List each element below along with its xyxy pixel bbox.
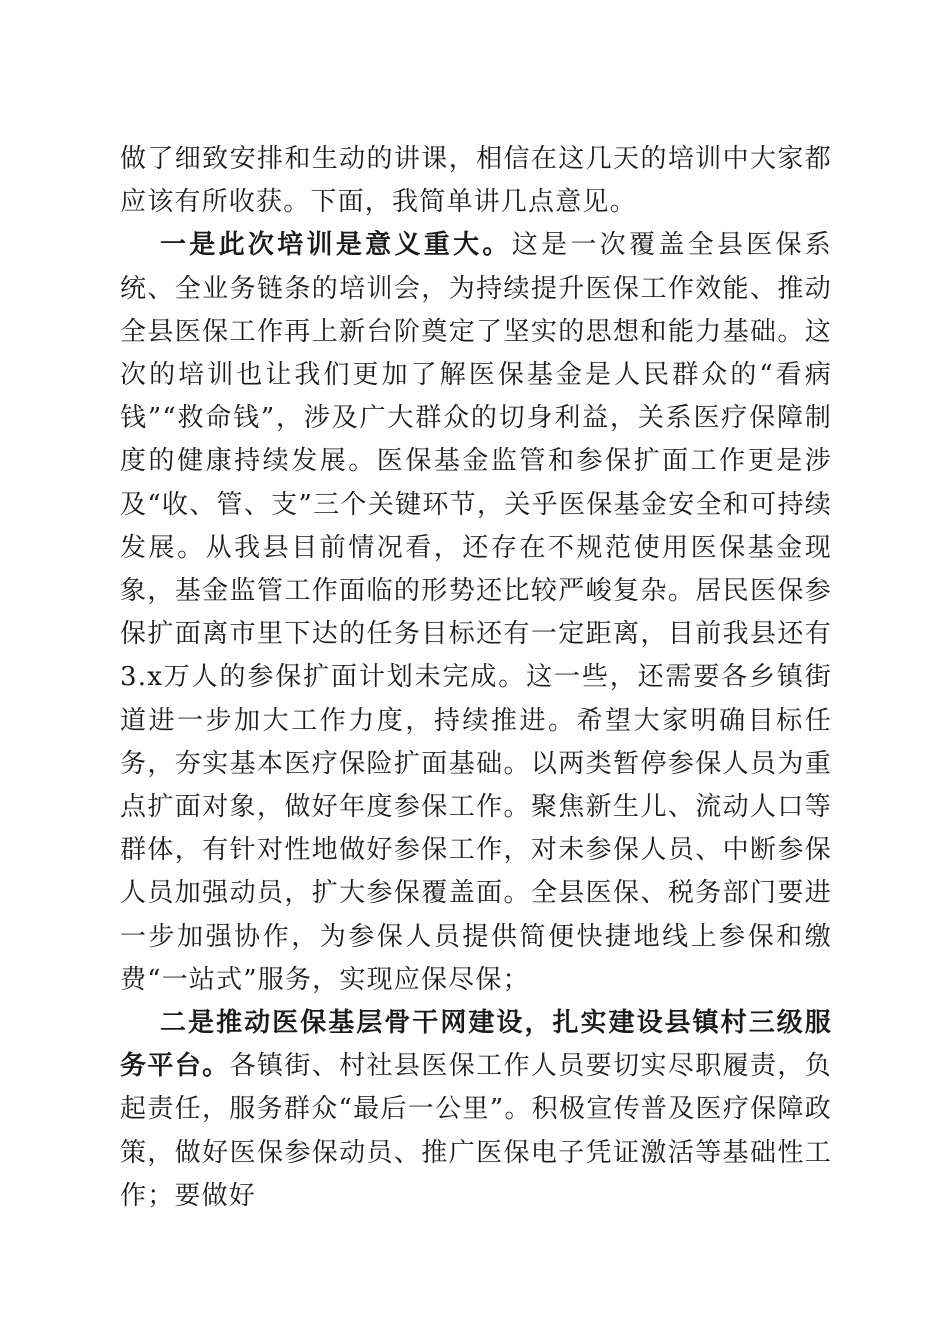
document-body: [120, 138, 832, 1218]
paragraph-body: 做了细致安排和生动的讲课，相信在这几天的培训中大家都应该有所收获。下面，我简单讲几点意见。: [120, 144, 832, 218]
paragraph-body: 这是一次覆盖全县医保系统、全业务链条的培训会，为持续提升医保工作效能、推动全县医保工作再上新台阶奠定了坚实的思想和能力基础。这次的培训也让我们更加了解医保基金是人民群众的“看病钱”“救命钱”，涉及广大群众的切身利益，关系医疗保障制度的健康持续发展。医保基金监管和参保扩面工作更是涉及“收、管、支”三个关键环节，关乎医保基金安全和可持续发展。从我县目前情况看，还存在不规范使用医保基金现象，基金监管工作面临的形势还比较严峻复杂。居民医保参保扩面离市里下达的任务目标还有一定距离，目前我县还有3.x万人的参保扩面计划未完成。这一些，还需要各乡镇街道进一步加大工作力度，持续推进。希望大家明确目标任务，夯实基本医疗保险扩面基础。以两类暂停参保人员为重点扩面对象，做好年度参保工作。聚焦新生儿、流动人口等群体，有针对性地做好参保工作，对未参保人员、中断参保人员加强动员，扩大参保覆盖面。全县医保、税务部门要进一步加强协作，为参保人员提供简便快捷地线上参保和缴费“一站式”服务，实现应保尽保；: [120, 230, 833, 995]
paragraph-lead-heading: 一是此次培训是意义重大。: [160, 230, 512, 261]
paragraph-intro-continuation: [120, 138, 832, 224]
paragraph-body: 各镇街、村社县医保工作人员要切实尽职履责，负起责任，服务群众“最后一公里”。积极宣传普及医疗保障政策，做好医保参保动员、推广医保电子凭证激活等基础性工作；要做好: [120, 1051, 832, 1211]
paragraph-point-one: [120, 224, 832, 1002]
paragraph-lead-heading: 二是推动医保基层骨干网建设，扎实建设县镇村三级服务平台。: [120, 1008, 832, 1082]
paragraph-point-two: [120, 1002, 832, 1218]
